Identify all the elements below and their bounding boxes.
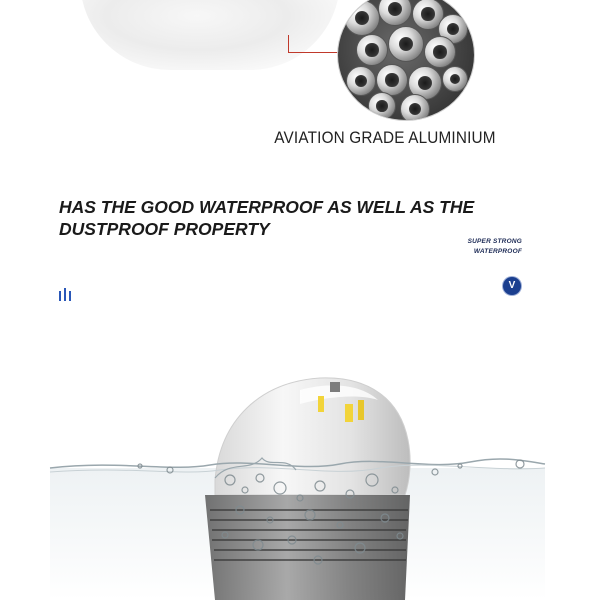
headline-line-1: HAS THE GOOD WATERPROOF AS WELL AS THE	[59, 197, 475, 217]
headline-line-2: DUSTPROOF PROPERTY	[59, 219, 270, 239]
bars-icon	[59, 288, 75, 301]
waterproof-badge-text	[430, 237, 522, 257]
led-chip-1	[318, 396, 324, 412]
v-badge-icon: V	[503, 277, 521, 295]
feature-headline	[59, 196, 539, 240]
badge-line-2: WATERPROOF	[473, 248, 522, 255]
badge-line-1: SUPER STRONG	[467, 238, 522, 245]
led-chip-4	[330, 382, 340, 392]
aluminium-caption: AVIATION GRADE ALUMINIUM	[274, 128, 496, 147]
bulb-in-water-image	[0, 360, 600, 600]
led-chip-3	[358, 400, 364, 420]
aluminium-pipes-image	[338, 0, 474, 120]
led-chip-2	[345, 404, 353, 422]
callout-pointer-line	[288, 35, 344, 53]
